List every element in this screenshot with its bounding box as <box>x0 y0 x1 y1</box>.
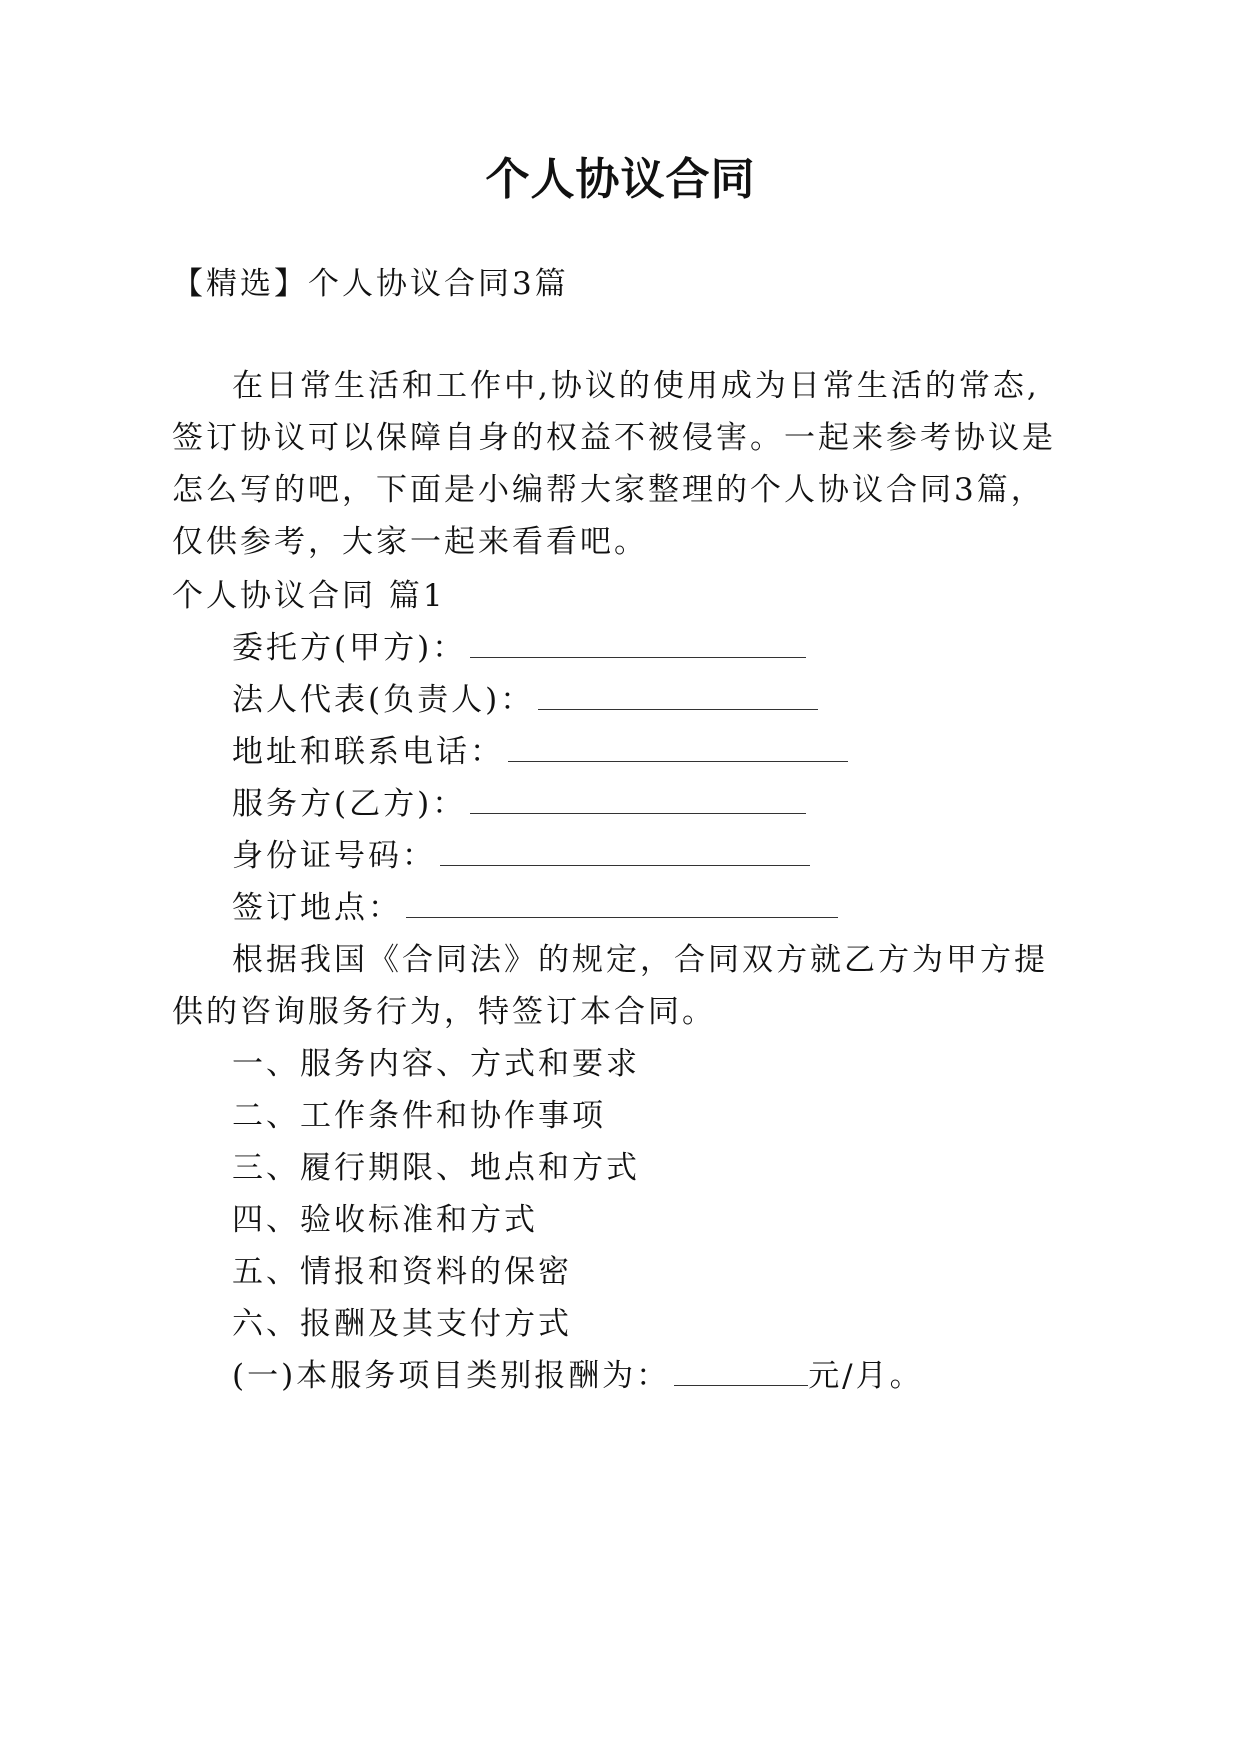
intro-line-4: 仅供参考，大家一起来看看吧。 <box>172 524 648 560</box>
field-client-label: 委托方(甲方)： <box>232 630 467 666</box>
clause-2: 二、工作条件和协作事项 <box>232 1098 606 1134</box>
section-heading: 个人协议合同 篇1 <box>172 578 446 614</box>
basis-line-2: 供的咨询服务行为，特签订本合同。 <box>172 994 716 1030</box>
clause-3: 三、履行期限、地点和方式 <box>232 1150 640 1186</box>
field-id-number-blank <box>440 835 810 866</box>
clause-6: 六、报酬及其支付方式 <box>232 1306 572 1342</box>
field-client <box>232 626 806 670</box>
field-legal-rep-blank <box>538 679 818 710</box>
clause-1: 一、服务内容、方式和要求 <box>232 1046 640 1082</box>
field-legal-rep <box>232 678 818 722</box>
field-legal-rep-label: 法人代表(负责人)： <box>232 682 535 718</box>
document-subtitle: 【精选】个人协议合同3篇 <box>172 266 569 302</box>
field-service-party <box>232 782 806 826</box>
field-signing-place <box>232 886 838 930</box>
field-service-party-blank <box>470 783 806 814</box>
basis-line-1: 根据我国《合同法》的规定，合同双方就乙方为甲方提 <box>232 942 1048 978</box>
field-service-party-label: 服务方(乙方)： <box>232 786 467 822</box>
fee-line-suffix: 元/月。 <box>808 1358 924 1394</box>
document-title: 个人协议合同 <box>485 154 756 205</box>
field-signing-place-label: 签订地点： <box>232 890 402 926</box>
field-client-blank <box>470 627 806 658</box>
fee-amount-blank <box>674 1355 808 1386</box>
intro-line-2: 签订协议可以保障自身的权益不被侵害。一起来参考协议是 <box>172 420 1056 456</box>
fee-line <box>232 1354 924 1398</box>
clause-5: 五、情报和资料的保密 <box>232 1254 572 1290</box>
intro-line-1: 在日常生活和工作中,协议的使用成为日常生活的常态, <box>232 368 1040 404</box>
field-address-phone-label: 地址和联系电话： <box>232 734 504 770</box>
clause-4: 四、验收标准和方式 <box>232 1202 538 1238</box>
field-address-phone-blank <box>508 731 848 762</box>
intro-line-3: 怎么写的吧，下面是小编帮大家整理的个人协议合同3篇， <box>172 472 1045 508</box>
fee-line-prefix: (一)本服务项目类别报酬为： <box>232 1358 671 1394</box>
field-id-number <box>232 834 810 878</box>
field-signing-place-blank <box>406 887 838 918</box>
field-id-number-label: 身份证号码： <box>232 838 436 874</box>
field-address-phone <box>232 730 848 774</box>
